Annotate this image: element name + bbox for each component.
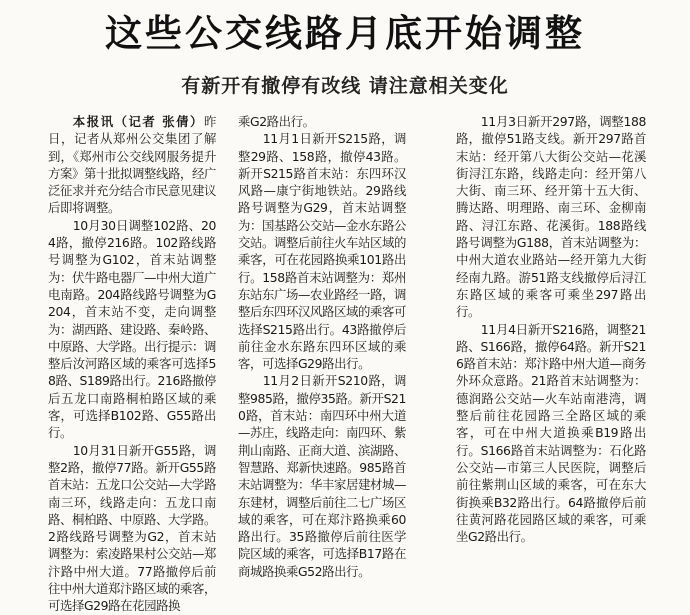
paragraph-continued: 乘G2路出行。 — [238, 114, 315, 129]
byline: 本报讯（记者 张倩） — [72, 114, 204, 129]
headline: 这些公交线路月底开始调整 — [105, 12, 585, 55]
intro-text: 昨日，记者从郑州公交集团了解到，《郑州市公交线网服务提升方案》第十批拟调整线路，经广泛征求并充分结合市民意见建议后即将调整。 — [48, 114, 216, 216]
paragraph-nov2: 11月2日新开S210路，调整985路，撤停35路。新开S210路，首末站：南四环中州大道—苏庄，线路走向：南四环、紫荆山南路、正商大道、滨湖路、智慧路、郑新快速路。985路首末站调整为：华丰家居建材城—东建材，调整后前往二七广场区域的乘客，可在郑汴路换乘60路出行。35路撤停后前往医学院区域的乘客，可选择B17路在商城路换乘G52路出行。 — [238, 373, 406, 579]
paragraph-oct31: 10月31日新开G55路，调整2路，撤停77路。新开G55路首末站：五龙口公交站—大学路南三环，线路走向：五龙口南路、桐柏路、中原路、大学路。2路线路号调整为G2，首末站调整为：索凌路果村公交站—郑汴路中州大道。77路撤停后前往中州大道郑汴路区域的乘客，可选择G29路在花园路换 — [48, 442, 216, 614]
intro-paragraph — [48, 113, 216, 217]
paragraph-nov4: 11月4日新开S216路，调整21路、S166路，撤停64路。新开S216路首末站：郑汴路中州大道—商务外环众意路。21路首末站调整为：德润路公交站—火车站南港湾，调整后前往花园路三全路区域的乘客，可在中州大道换乘B19路出行。S166路首末站调整为：石化路公交站—市第三人民医院，调整后前往紫荆山区域的乘客，可在东大街换乘B32路出行。64路撤停后前往黄河路花园路区域的乘客，可乘坐G2路出行。 — [456, 321, 646, 545]
paragraph-nov1: 11月1日新开S215路，调整29路、158路，撤停43路。新开S215路首末站：东四环汉风路—康宁街地铁站。29路线路号调整为G29，首末站调整为：国基路公交站—金水东路公交站。调整后前往火车站区域的乘客，可在花园路换乘101路出行。158路首末站调整为：郑州东站东广场—农业路经一路，调整后东四环汉风路区域的乘客可选择S215路出行。43路撤停后前往金水东路东四环区域的乘客，可选择G29路出行。 — [238, 131, 406, 372]
article-column-3 — [456, 113, 646, 545]
article-column-2 — [238, 113, 406, 580]
article-column-1 — [48, 113, 216, 615]
paragraph-oct30: 10月30日调整102路、204路，撤停216路。102路线路号调整为G102，首末站调整为：伏牛路电器厂—中州大道广电南路。204路线路号调整为G204，首末站不变，走向调整为：湖西路、建设路、秦岭路、中原路、大学路。出行提示：调整后汝河路区域的乘客可选择58路、S189路出行。216路撤停后五龙口南路桐柏路区域的乘客，可选择B102路、G55路出行。 — [48, 217, 216, 441]
subheadline: 有新开有撤停有改线 请注意相关变化 — [181, 75, 509, 97]
paragraph-nov3: 11月3日新开297路，调整188路，撤停51路支线。新开297路首末站：经开第八大街公交站—花溪街浔江东路，线路走向：经开第八大街、南三环、经开第十五大街、腾达路、明理路、南三环、金柳南路、浔江东路、花溪街。188路线路号调整为G188，首末站调整为：中州大道农业路站—经开第九大街经南九路。游51路支线撤停后浔江东路区域的乘客可乘坐297路出行。 — [456, 114, 646, 320]
